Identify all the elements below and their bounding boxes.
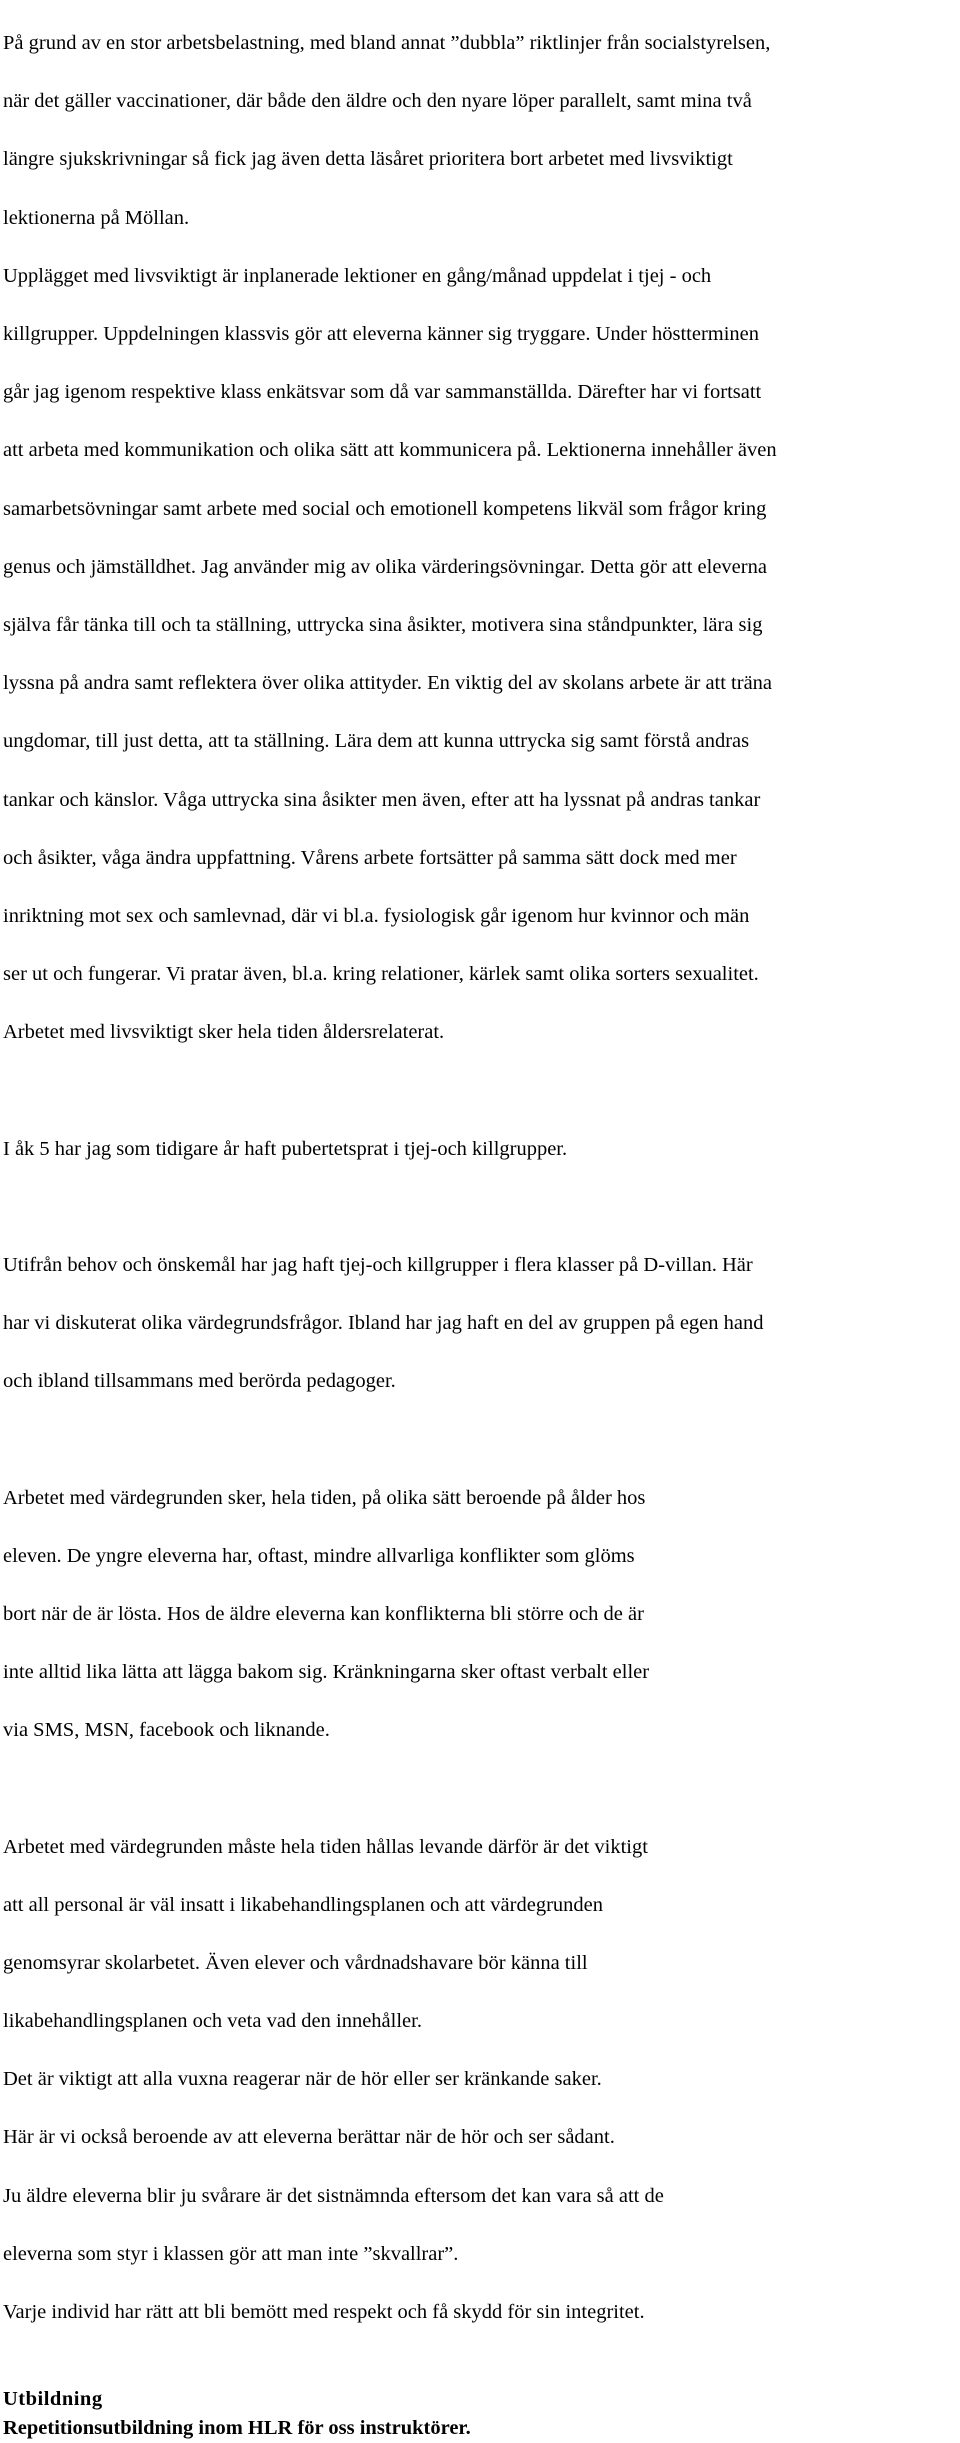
text-line: eleven. De yngre eleverna har, oftast, mindre allvarliga konflikter som glöms — [3, 1544, 635, 1567]
paragraph-d-villan — [3, 1222, 955, 1426]
paragraph-spacer — [3, 2356, 955, 2385]
text-line: killgrupper. Uppdelningen klassvis gör att eleverna känner sig tryggare. Under höstterminen — [3, 323, 760, 346]
text-line: likabehandlingsplanen och veta vad den innehåller. — [3, 2010, 422, 2033]
text-line: Varje individ har rätt att bli bemött med respekt och få skydd för sin integritet. — [3, 2301, 645, 2324]
text-line: eleverna som styr i klassen gör att man inte ”skvallrar”. — [3, 2242, 459, 2265]
paragraph-likabehandling — [3, 1803, 955, 2356]
paragraph-spacer — [3, 1193, 955, 1222]
text-line: I åk 5 har jag som tidigare år haft pubertetsprat i tjej-och killgrupper. — [3, 1137, 568, 1160]
text-line: Ju äldre eleverna blir ju svårare är det sistnämnda eftersom det kan vara så att de — [3, 2184, 664, 2207]
text-line: går jag igenom respektive klass enkätsvar som då var sammanställda. Därefter har vi fortsatt — [3, 381, 762, 404]
text-line: har vi diskuterat olika värdegrundsfrågor. Ibland har jag haft en del av gruppen på egen hand — [3, 1312, 764, 1335]
text-line: inte alltid lika lätta att lägga bakom sig. Kränkningarna sker oftast verbalt eller — [3, 1661, 650, 1684]
paragraph-spacer — [3, 1425, 955, 1454]
text-line: Arbetet med värdegrunden måste hela tiden hållas levande därför är det viktigt — [3, 1835, 648, 1858]
paragraph-spacer — [3, 1774, 955, 1803]
text-line: själva får tänka till och ta ställning, uttrycka sina åsikter, motivera sina ståndpunkter, lära sig — [3, 613, 763, 636]
text-line: bort när de är lösta. Hos de äldre eleverna kan konflikterna bli större och de är — [3, 1602, 644, 1625]
text-line: Arbetet med livsviktigt sker hela tiden åldersrelaterat. — [3, 1021, 445, 1044]
text-line: Arbetet med värdegrunden sker, hela tiden, på olika sätt beroende på ålder hos — [3, 1486, 646, 1509]
text-line: Upplägget med livsviktigt är inplanerade lektioner en gång/månad uppdelat i tjej - och — [3, 264, 712, 287]
text-line: På grund av en stor arbetsbelastning, med bland annat ”dubbla” riktlinjer från socialstyrelsen, — [3, 32, 771, 55]
text-line: lektionerna på Möllan. — [3, 206, 190, 229]
text-line: lyssna på andra samt reflektera över olika attityder. En viktig del av skolans arbete är att träna — [3, 672, 773, 695]
paragraph-spacer — [3, 1076, 955, 1105]
text-line: att arbeta med kommunikation och olika sätt att kommunicera på. Lektionerna innehåller även — [3, 439, 777, 462]
text-line: och åsikter, våga ändra uppfattning. Vårens arbete fortsätter på samma sätt dock med mer — [3, 846, 737, 869]
text-line: när det gäller vaccinationer, där både den äldre och den nyare löper parallelt, samt mina två — [3, 90, 752, 113]
paragraph-pubertetsprat — [3, 1105, 955, 1192]
section-heading: Utbildning — [3, 2388, 103, 2411]
text-line: ungdomar, till just detta, att ta ställning. Lära dem att kunna uttrycka sig samt förstå andras — [3, 730, 750, 753]
text-line: Utifrån behov och önskemål har jag haft tjej-och killgrupper i flera klasser på D-villan. Här — [3, 1253, 753, 1276]
text-line: genus och jämställdhet. Jag använder mig av olika värderingsövningar. Detta gör att eleverna — [3, 555, 767, 578]
paragraph-vardegrunden — [3, 1454, 955, 1774]
text-line: genomsyrar skolarbetet. Även elever och vårdnadshavare bör känna till — [3, 1951, 588, 1974]
document-page — [3, 0, 955, 2443]
text-line: och ibland tillsammans med berörda pedagoger. — [3, 1370, 396, 1393]
paragraph-livsviktigt — [3, 0, 955, 1076]
text-line: inriktning mot sex och samlevnad, där vi bl.a. fysiologisk går igenom hur kvinnor och män — [3, 904, 750, 927]
section-subheading: Repetitionsutbildning inom HLR för oss instruktörer. — [3, 2417, 471, 2440]
text-line: ser ut och fungerar. Vi pratar även, bl.a. kring relationer, kärlek samt olika sorters sexualitet. — [3, 963, 759, 986]
text-line: längre sjukskrivningar så fick jag även detta läsåret prioritera bort arbetet med livsviktigt — [3, 148, 733, 171]
text-line: Här är vi också beroende av att eleverna berättar när de hör och ser sådant. — [3, 2126, 615, 2149]
text-line: Det är viktigt att alla vuxna reagerar när de hör eller ser kränkande saker. — [3, 2068, 602, 2091]
text-line: att all personal är väl insatt i likabehandlingsplanen och att värdegrunden — [3, 1893, 603, 1916]
text-line: tankar och känslor. Våga uttrycka sina åsikter men även, efter att ha lyssnat på andras tankar — [3, 788, 761, 811]
text-line: via SMS, MSN, facebook och liknande. — [3, 1719, 330, 1742]
text-line: samarbetsövningar samt arbete med social och emotionell kompetens likväl som frågor kring — [3, 497, 767, 520]
